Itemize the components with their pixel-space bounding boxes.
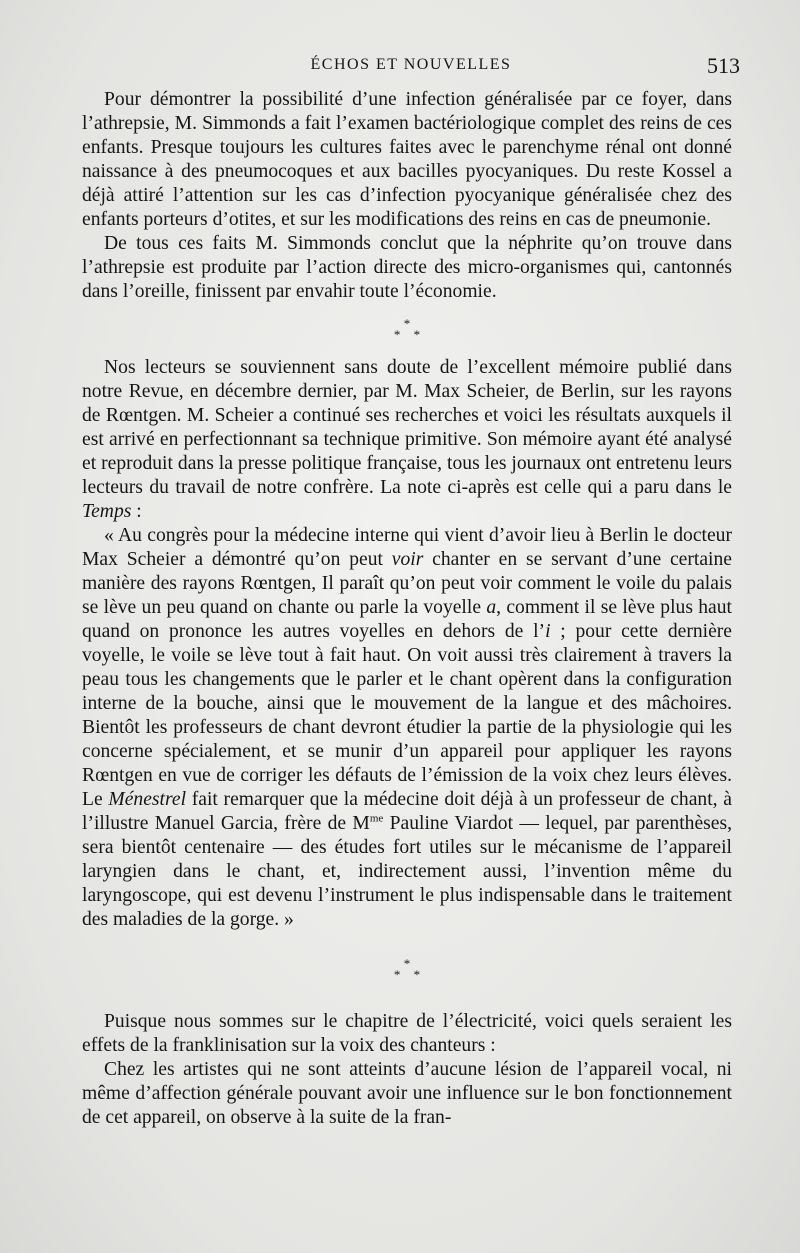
separator-top-star-2: * xyxy=(403,956,411,971)
quote-voir: voir xyxy=(391,549,424,570)
quote-part-f: Pauline Viardot — lequel, par parenthèses, sera bientôt centenaire — des études fort utiles sur le mécanisme de l’appareil laryngien dans le chant, et, indirectement aussi, l’invention même du laryngoscope, qui est devenu l’instrument le plus indispensable dans le traitement des maladies de la gorge. » xyxy=(82,813,732,930)
running-title: ÉCHOS ET NOUVELLES xyxy=(310,56,512,73)
quote-part-c: , comment il se lève plus haut quand on prononce les autres voyelles en dehors de l’ xyxy=(82,597,732,642)
quote-vowel-a: a xyxy=(486,597,497,618)
page-header xyxy=(86,53,740,86)
quote-part-e: fait remarquer que la médecine doit déjà à un professeur de chant, à l’illustre Manuel Garcia, frère de M xyxy=(82,789,732,834)
page-body xyxy=(82,88,732,1130)
quote-vowel-i: i xyxy=(545,621,551,642)
paragraph-franklinisation-1: Puisque nous sommes sur le chapitre de l’électricité, voici quels seraient les effets de la franklinisation sur la voix des chanteurs : xyxy=(82,1011,732,1056)
page-number: 513 xyxy=(707,53,740,78)
separator-bottom-stars-2: * * xyxy=(393,967,421,982)
section-separator-2 xyxy=(82,958,732,980)
separator-bottom-stars: * * xyxy=(393,327,421,342)
separator-top-star: * xyxy=(403,316,411,331)
quote-menestrel: Ménestrel xyxy=(108,789,187,810)
scheier-intro-text: Nos lecteurs se souviennent sans doute de l’excellent mémoire publié dans notre Revue, en décembre dernier, par M. Max Scheier, de Berlin, sur les rayons de Rœntgen. M. Scheier a continué ses recherches et voici les résultats auxquels il est arrivé en perfectionnant sa technique primitive. Son mémoire ayant été analysé et reproduit dans la presse politique française, tous les journaux ont entretenu leurs lecteurs du travail de notre confrère. La note ci-après est celle qui a paru dans le xyxy=(82,357,732,498)
temps-title: Temps xyxy=(82,501,132,522)
paragraph-scheier-quote xyxy=(82,524,732,932)
scheier-intro-end: : xyxy=(131,501,142,522)
paragraph-simmonds-1: Pour démontrer la possibilité d’une infection généralisée par ce foyer, dans l’athrepsie, M. Simmonds a fait l’examen bactériologique complet des reins de ces enfants. Presque toujours les cultures faites avec le parenchyme rénal ont donné naissance à des pneumocoques et aux bacilles pyocyaniques. Du reste Kossel a déjà attiré l’attention sur les cas d’infection pyocyanique généralisée chez des enfants porteurs d’otites, et sur les modifications des reins en cas de pneumonie. xyxy=(82,89,732,230)
paragraph-franklinisation-2: Chez les artistes qui ne sont atteints d’aucune lésion de l’appareil vocal, ni même d’affection générale pouvant avoir une influence sur le bon fonctionnement de cet appareil, on observe à la suite de la fran- xyxy=(82,1059,732,1128)
quote-part-d: ; pour cette dernière voyelle, le voile se lève tout à fait haut. On voit aussi très clairement à travers la peau tous les changements que le parler et le chant opèrent dans la configuration interne de la bouche, ainsi que le mouvement de la langue et des mâchoires. Bientôt les professeurs de chant devront étudier la partie de la physiologie qui les concerne spécialement, et se munir d’un appareil pour appliquer les rayons Rœntgen en vue de corriger les défauts de l’émission de la voix chez leurs élèves. Le xyxy=(82,621,732,810)
paragraph-simmonds-2: De tous ces faits M. Simmonds conclut que la néphrite qu’on trouve dans l’athrepsie est produite par l’action directe des micro-organismes qui, cantonnés dans l’oreille, finissent par envahir toute l’économie. xyxy=(82,233,732,302)
paragraph-scheier-intro xyxy=(82,356,732,524)
quote-part-b: chanter en se servant d’une certaine manière des rayons Rœntgen, Il paraît qu’on peut voir comment le voile du palais se lève un peu quand on chante ou parle la voyelle xyxy=(82,549,732,618)
quote-me-superscript: me xyxy=(369,812,384,825)
quote-part-a: « Au congrès pour la médecine interne qui vient d’avoir lieu à Berlin le docteur Max Scheier a démontré qu’on peut xyxy=(82,525,732,570)
section-separator-1 xyxy=(82,318,732,340)
